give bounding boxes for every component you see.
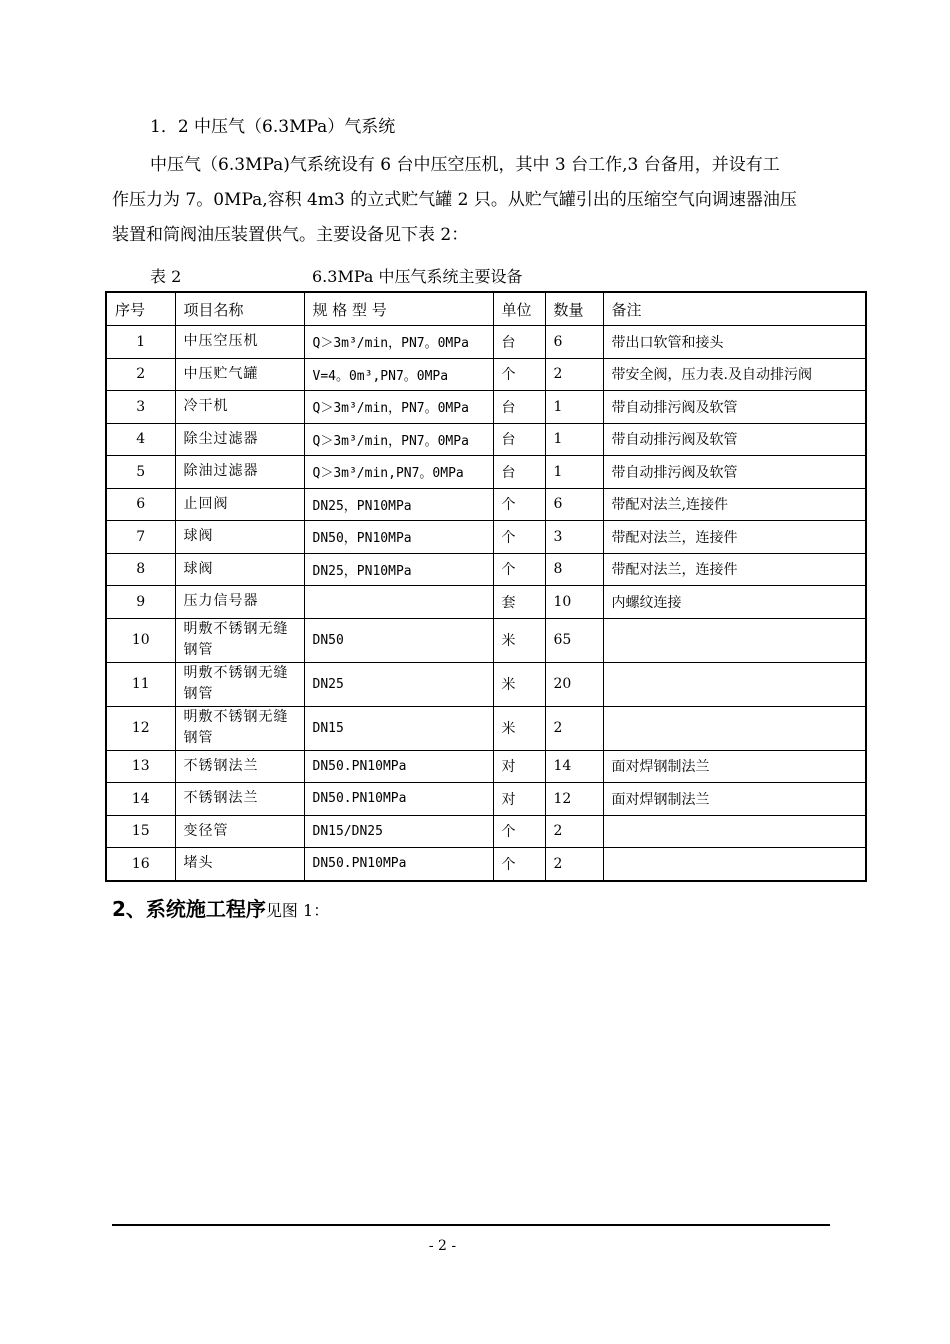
table-row — [106, 456, 866, 489]
table-cell: 1 — [545, 456, 603, 489]
header-cell: 规 格 型 号 — [304, 292, 493, 326]
table-cell: DN25 — [304, 662, 493, 706]
table-cell: 球阀 — [175, 521, 304, 554]
table-cell: 中压空压机 — [175, 326, 304, 359]
table-cell: 带配对法兰，连接件 — [603, 521, 866, 554]
table-cell — [603, 815, 866, 848]
table-cell: 堵头 — [175, 848, 304, 881]
table-cell: 套 — [493, 586, 545, 619]
table-cell: 内螺纹连接 — [603, 586, 866, 619]
table-cell: 3 — [106, 391, 175, 424]
table-cell: 不锈钢法兰 — [175, 783, 304, 816]
table-row — [106, 815, 866, 848]
table-caption-label: 表 2 — [150, 267, 182, 286]
table-cell — [603, 848, 866, 881]
table-cell: 12 — [545, 783, 603, 816]
footer-rule — [112, 1224, 830, 1226]
table-cell — [304, 586, 493, 619]
table-row — [106, 521, 866, 554]
table-cell: 面对焊钢制法兰 — [603, 750, 866, 783]
table-cell: DN50.PN10MPa — [304, 848, 493, 881]
table-cell: 个 — [493, 848, 545, 881]
table-cell: 3 — [545, 521, 603, 554]
table-cell: 13 — [106, 750, 175, 783]
table-cell: 带出口软管和接头 — [603, 326, 866, 359]
table-cell — [603, 618, 866, 662]
next-section-heading — [112, 893, 329, 922]
table-cell: 14 — [545, 750, 603, 783]
table-cell: 16 — [106, 848, 175, 881]
table-cell: 20 — [545, 662, 603, 706]
table-cell: DN25，PN10MPa — [304, 553, 493, 586]
table-header-row — [106, 292, 866, 326]
table-cell: 4 — [106, 423, 175, 456]
table-cell: 12 — [106, 706, 175, 750]
table-cell: 5 — [106, 456, 175, 489]
table-row — [106, 783, 866, 816]
table-row — [106, 848, 866, 881]
section-title: 2、系统施工程序 — [112, 897, 266, 921]
table-cell: 1 — [545, 423, 603, 456]
table-row — [106, 326, 866, 359]
table-cell: 2 — [545, 358, 603, 391]
header-cell: 备注 — [603, 292, 866, 326]
section-heading: 1．2 中压气（6.3MPa）气系统 — [150, 117, 396, 137]
header-cell: 数量 — [545, 292, 603, 326]
table-cell: 1 — [545, 391, 603, 424]
table-cell: 2 — [545, 706, 603, 750]
table-cell: DN25，PN10MPa — [304, 488, 493, 521]
table-cell: DN50.PN10MPa — [304, 750, 493, 783]
table-row — [106, 586, 866, 619]
table-cell: 个 — [493, 521, 545, 554]
table-cell: 对 — [493, 783, 545, 816]
equipment-table — [105, 291, 867, 882]
table-cell: DN15/DN25 — [304, 815, 493, 848]
table-cell: DN50，PN10MPa — [304, 521, 493, 554]
table-cell: 65 — [545, 618, 603, 662]
table-row — [106, 488, 866, 521]
table-cell: 11 — [106, 662, 175, 706]
table-cell: Q＞3m³/min,PN7。0MPa — [304, 456, 493, 489]
table-row — [106, 662, 866, 706]
table-cell: 10 — [545, 586, 603, 619]
table-cell: 明敷不锈钢无缝钢管 — [175, 706, 304, 750]
table-cell: 压力信号器 — [175, 586, 304, 619]
table-cell: 米 — [493, 662, 545, 706]
table-caption-title: 6.3MPa 中压气系统主要设备 — [312, 267, 523, 286]
table-cell: 个 — [493, 553, 545, 586]
table-cell: 1 — [106, 326, 175, 359]
table-cell: 不锈钢法兰 — [175, 750, 304, 783]
table-cell: 除油过滤器 — [175, 456, 304, 489]
table-row — [106, 618, 866, 662]
table-cell: 面对焊钢制法兰 — [603, 783, 866, 816]
header-cell: 单位 — [493, 292, 545, 326]
table-cell: 台 — [493, 326, 545, 359]
section-reference: 见图 1： — [265, 901, 330, 920]
table-cell: 2 — [106, 358, 175, 391]
table-cell: 10 — [106, 618, 175, 662]
table-cell: DN15 — [304, 706, 493, 750]
table-cell: 明敷不锈钢无缝钢管 — [175, 618, 304, 662]
table-cell: 中压贮气罐 — [175, 358, 304, 391]
table-cell: 止回阀 — [175, 488, 304, 521]
table-cell: 带配对法兰,连接件 — [603, 488, 866, 521]
table-row — [106, 750, 866, 783]
table-cell: 14 — [106, 783, 175, 816]
table-cell: 带安全阀，压力表.及自动排污阀 — [603, 358, 866, 391]
table-cell: 对 — [493, 750, 545, 783]
table-cell: 台 — [493, 456, 545, 489]
table-cell: 6 — [106, 488, 175, 521]
table-cell: 冷干机 — [175, 391, 304, 424]
table-cell — [603, 706, 866, 750]
table-cell: 带自动排污阀及软管 — [603, 456, 866, 489]
table-cell: 2 — [545, 815, 603, 848]
table-cell: Q＞3m³/min，PN7。0MPa — [304, 391, 493, 424]
table-cell: Q＞3m³/min，PN7。0MPa — [304, 326, 493, 359]
table-cell: 明敷不锈钢无缝钢管 — [175, 662, 304, 706]
table-cell: 6 — [545, 488, 603, 521]
table-cell: 9 — [106, 586, 175, 619]
table-cell: 台 — [493, 391, 545, 424]
table-cell: 8 — [106, 553, 175, 586]
table-cell: 台 — [493, 423, 545, 456]
header-cell: 项目名称 — [175, 292, 304, 326]
table-cell: 球阀 — [175, 553, 304, 586]
paragraph-line: 装置和筒阀油压装置供气。主要设备见下表 2： — [112, 225, 469, 245]
table-row — [106, 706, 866, 750]
table-cell: 7 — [106, 521, 175, 554]
table-row — [106, 553, 866, 586]
table-cell — [603, 662, 866, 706]
table-cell: 带自动排污阀及软管 — [603, 423, 866, 456]
table-cell: 8 — [545, 553, 603, 586]
table-cell: 2 — [545, 848, 603, 881]
table-row — [106, 391, 866, 424]
body-paragraph — [112, 148, 842, 253]
table-cell: 带自动排污阀及软管 — [603, 391, 866, 424]
table-cell: 变径管 — [175, 815, 304, 848]
table-cell: DN50.PN10MPa — [304, 783, 493, 816]
table-cell: 6 — [545, 326, 603, 359]
table-cell: V=4。0m³,PN7。0MPa — [304, 358, 493, 391]
page-number: - 2 - — [428, 1238, 457, 1254]
table-cell: 个 — [493, 488, 545, 521]
table-cell: DN50 — [304, 618, 493, 662]
table-cell: 带配对法兰，连接件 — [603, 553, 866, 586]
table-cell: 15 — [106, 815, 175, 848]
table-cell: 除尘过滤器 — [175, 423, 304, 456]
table-cell: Q＞3m³/min，PN7。0MPa — [304, 423, 493, 456]
paragraph-line: 作压力为 7。0MPa,容积 4m3 的立式贮气罐 2 只。从贮气罐引出的压缩空气向调速器油压 — [112, 190, 797, 210]
table-cell: 个 — [493, 358, 545, 391]
table-cell: 个 — [493, 815, 545, 848]
table-cell: 米 — [493, 618, 545, 662]
table-cell: 米 — [493, 706, 545, 750]
header-cell: 序号 — [106, 292, 175, 326]
paragraph-line: 中压气（6.3MPa)气系统设有 6 台中压空压机，其中 3 台工作,3 台备用，并设有工 — [150, 155, 780, 175]
table-row — [106, 358, 866, 391]
table-row — [106, 423, 866, 456]
